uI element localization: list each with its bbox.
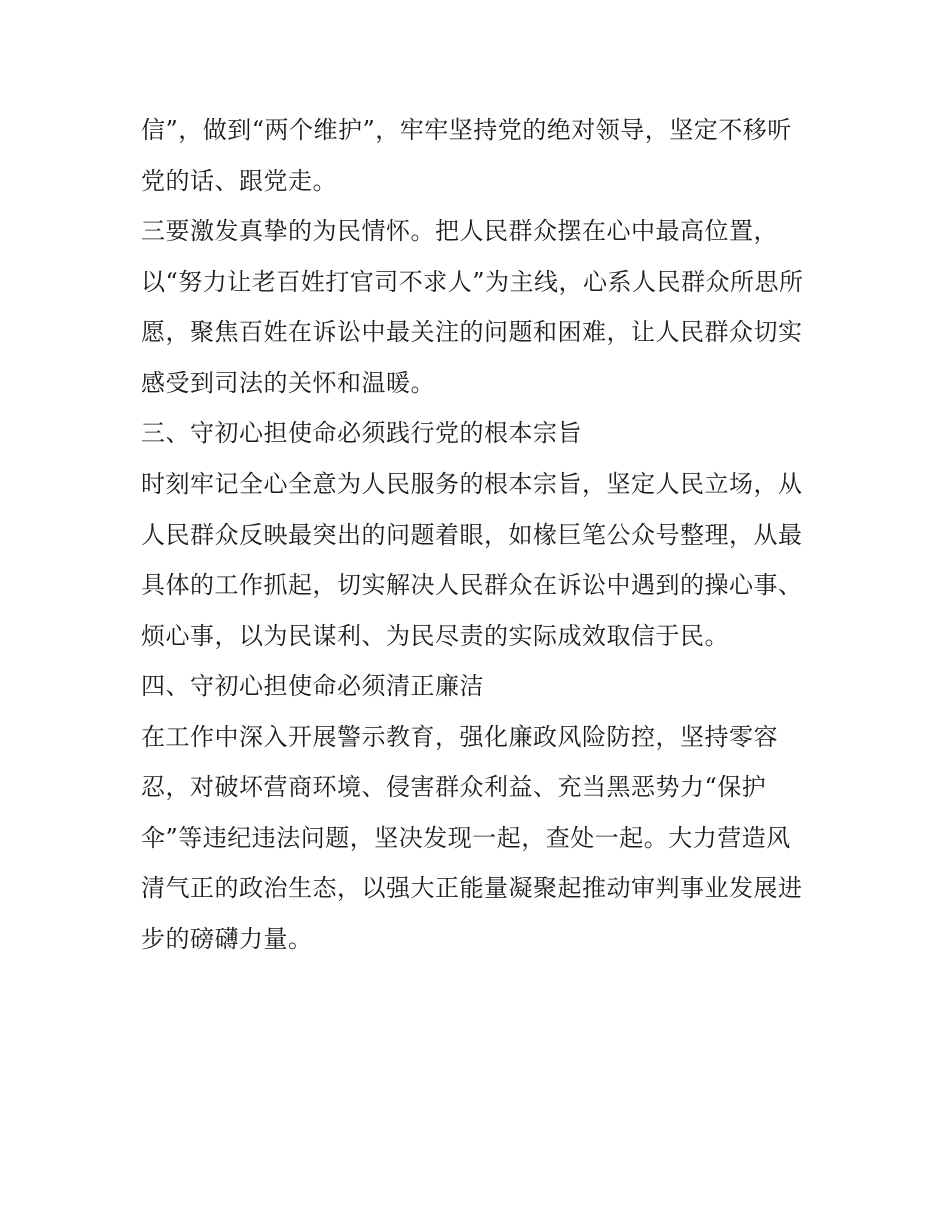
text-line-14: 忍，对破坏营商环境、侵害群众利益、充当黑恶势力“保护 <box>141 773 767 801</box>
text-line-13: 在工作中深入开展警示教育，强化廉政风险防控，坚持零容 <box>141 723 778 751</box>
text-line-17: 步的磅礴力量。 <box>141 925 313 953</box>
text-line-3: 三要激发真挚的为民情怀。把人民群众摆在心中最高位置， <box>141 217 778 245</box>
text-line-1: 信”，做到“两个维护”，牢牢坚持党的绝对领导，坚定不移听 <box>141 116 792 144</box>
text-line-15: 伞”等违纪违法问题，坚决发现一起，查处一起。大力营造风 <box>141 824 791 852</box>
section-heading-4: 四、守初心担使命必须清正廉洁 <box>141 672 484 700</box>
text-line-2: 党的话、跟党走。 <box>141 167 337 195</box>
text-line-6: 感受到司法的关怀和温暖。 <box>141 369 435 397</box>
text-line-10: 具体的工作抓起，切实解决人民群众在诉讼中遇到的操心事、 <box>141 571 803 599</box>
text-line-5: 愿，聚焦百姓在诉讼中最关注的问题和困难，让人民群众切实 <box>141 318 803 346</box>
text-line-8: 时刻牢记全心全意为人民服务的根本宗旨，坚定人民立场，从 <box>141 470 803 498</box>
section-heading-3: 三、守初心担使命必须践行党的根本宗旨 <box>141 419 582 447</box>
text-line-9: 人民群众反映最突出的问题着眼，如椽巨笔公众号整理，从最 <box>141 521 803 549</box>
text-line-16: 清气正的政治生态，以强大正能量凝聚起推动审判事业发展进 <box>141 874 803 902</box>
text-line-4: 以“努力让老百姓打官司不求人”为主线，心系人民群众所思所 <box>141 268 804 296</box>
text-line-11: 烦心事，以为民谋利、为民尽责的实际成效取信于民。 <box>141 622 729 650</box>
